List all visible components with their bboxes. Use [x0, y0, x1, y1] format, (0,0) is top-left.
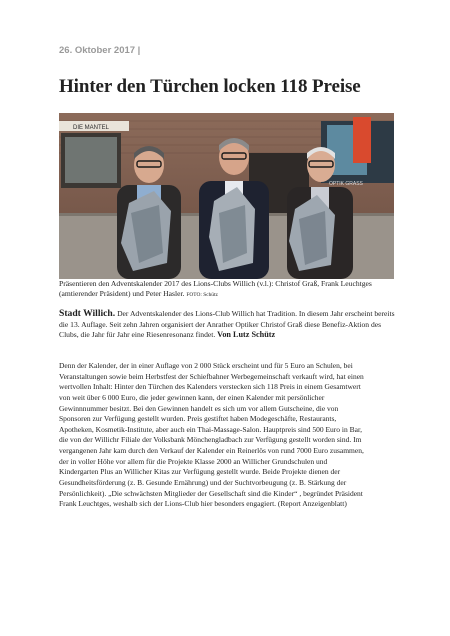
- photo-credit: FOTO: Schütz: [186, 292, 218, 298]
- photo-caption: [59, 279, 399, 300]
- body-line: Denn der Kalender, der in einer Auflage von 2 000 Stück erscheint und für 5 Euro an Schulen, bei: [59, 361, 353, 370]
- author-byline: Von Lutz Schütz: [217, 330, 276, 340]
- body-line: der in voller Höhe vor allem für die Projekte Klasse 2000 an Willicher Grundschulen und: [59, 456, 328, 466]
- body-line: Veranstaltungen sowie beim Herbstfest der Schiefbahner Werbegemeinschaft verkauft wird, hat einen: [59, 371, 364, 381]
- shop-sign: DIE MANTEL: [73, 125, 110, 131]
- body-line: vergangenen Jahr kam durch den Verkauf der Kalender ein Reinerlös von rund 7000 Euro zusammen,: [59, 446, 364, 456]
- lead-paragraph: [59, 309, 399, 341]
- body-line: Gesundheitsförderung (z. B. Gesunde Ernährung) und der Suchtvorbeugung (z. B. Stärkung der: [59, 478, 347, 488]
- body-line: Sponsoren zur Verfügung gestellt wurden. Preis gestiftet haben Modegeschäfte, Restaurants,: [59, 414, 337, 424]
- article-headline: Hinter den Türchen locken 118 Preise: [59, 76, 361, 97]
- body-line: Kindergarten Plus an Willicher Kitas zur Verfügung gestellt wurde. Beide Projekte dienen der: [59, 467, 341, 477]
- dateline: Stadt Willich.: [59, 308, 116, 319]
- article-date: 26. Oktober 2017 |: [59, 45, 141, 56]
- article-photo: [59, 113, 394, 279]
- body-line: von weit über 6 000 Euro, die jeder gewinnen kann, der einen Kalender mit persönlicher: [59, 392, 325, 402]
- lead-text: Der Adventskalender des Lions-Club Willich hat Tradition. In diesem Jahr erscheint bereits die 13. Auflage. Seit zehn Jahren organisiert der Anrather Optiker Christof Graß diese Benefiz-Aktion des Clubs, die Jahr für Jahr eine Riesenresonanz findet.: [59, 309, 395, 340]
- body-line: Apotheken, Kosmetik-Institute, aber auch ein Thai-Massage-Salon. Hauptpreis sind 500 Euro in Bar,: [59, 424, 363, 434]
- body-line: Gewinnnummer besitzt. Bei den Gewinnen handelt es sich um vor allem Gutscheine, die von: [59, 403, 339, 413]
- body-line: Persönlichkeit). „Die schwächsten Mitglieder der Gesellschaft sind die Kinder“ , begründet Präsident: [59, 488, 363, 498]
- window-sign: OPTIK GRASS: [329, 181, 363, 187]
- body-line: wertvollen Inhalt: Hinter den Türchen des Kalenders verstecken sich 118 Preis in einem Gesamtwert: [59, 382, 361, 392]
- caption-text: Präsentieren den Adventskalender 2017 des Lions-Clubs Willich (v.l.): Christof Graß, Frank Leuchtges (amtierender Präsident) und Peter Hasler.: [59, 279, 372, 298]
- article-body: [59, 361, 399, 510]
- body-line: Frank Leuchtges, weshalb sich der Lions-Club hier besonders engagiert. (Report Anzeigenblatt): [59, 499, 347, 509]
- body-line: die von der Willichr Filiale der Volksbank Mönchengladbach zur Verfügung gestellt worden sind. Im: [59, 435, 362, 445]
